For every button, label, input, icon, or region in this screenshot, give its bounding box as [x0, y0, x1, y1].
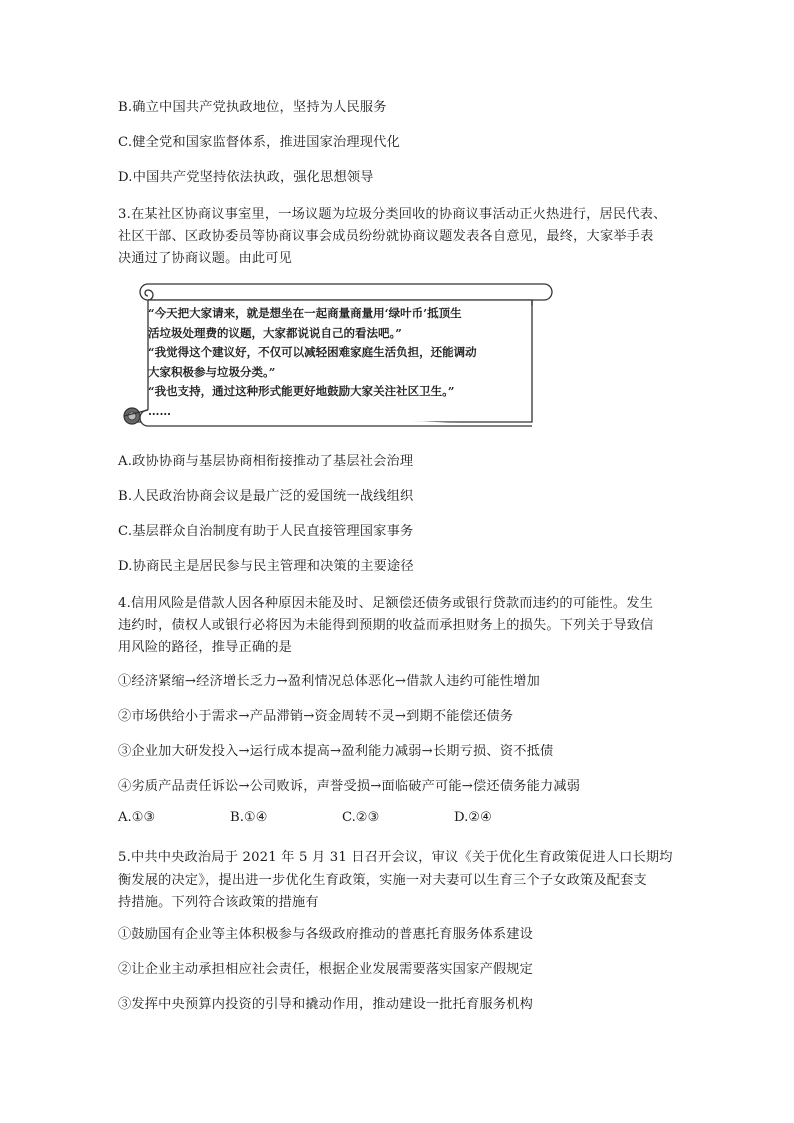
- q5-item-1: ①鼓励国有企业等主体积极参与各级政府推动的普惠托育服务体系建设: [118, 927, 534, 942]
- q5-item-2: ②让企业主动承担相应社会责任，根据企业发展需要落实国家产假规定: [118, 962, 534, 977]
- q4-stem-line-1: 4.信用风险是借款人因各种原因未能及时、足额偿还债务或银行贷款而违约的可能性。发生: [118, 596, 654, 611]
- q4-item-2: ②市场供给小于需求→产品滞销→资金周转不灵→到期不能偿还债务: [118, 709, 514, 724]
- q5-item-3: ③发挥中央预算内投资的引导和撬动作用，推动建设一批托育服务机构: [118, 997, 534, 1012]
- q4-option-a: A.①③: [118, 810, 156, 825]
- scroll-line: 活垃圾处理费的议题，大家都说说自己的看法吧。”: [148, 325, 402, 340]
- q4-stem-line-2: 违约时，债权人或银行必将因为未能得到预期的收益而承担财务上的损失。下列关于导致信: [118, 618, 654, 633]
- q2-option-b: B.确立中国共产党执政地位，坚持为人民服务: [118, 100, 387, 115]
- q3-stem-line-1: 3.在某社区协商议事室里，一场议题为垃圾分类回收的协商议事活动正火热进行，居民代表、: [118, 207, 667, 222]
- scroll-quotes: [148, 304, 548, 421]
- scroll-line: “今天把大家请来，就是想坐在一起商量商量用‘绿叶币’抵顶生: [148, 306, 462, 320]
- q3-stem-line-3: 决通过了协商议题。由此可见: [118, 251, 293, 266]
- q2-option-d: D.中国共产党坚持依法执政，强化思想领导: [118, 170, 374, 185]
- q4-item-3: ③企业加大研发投入→运行成本提高→盈利能力减弱→长期亏损、资不抵债: [118, 744, 554, 759]
- q4-option-b: B.①④: [230, 810, 268, 825]
- q3-option-a: A.政协协商与基层协商相衔接推动了基层社会治理: [118, 454, 414, 469]
- q4-option-c: C.②③: [342, 810, 380, 825]
- q3-option-d: D.协商民主是居民参与民主管理和决策的主要途径: [118, 559, 414, 574]
- quote-scroll: [118, 282, 554, 427]
- q3-option-b: B.人民政治协商会议是最广泛的爱国统一战线组织: [118, 489, 414, 504]
- q5-stem-line-3: 持措施。下列符合该政策的措施有: [118, 895, 319, 910]
- q4-stem-line-3: 用风险的路径，推导正确的是: [118, 640, 293, 655]
- q5-stem-line-1: 5.中共中央政治局于 2021 年 5 月 31 日召开会议，审议《关于优化生育政策促进人口长期均: [118, 850, 673, 865]
- q4-item-4: ④劣质产品责任诉讼→公司败诉，声誉受损→面临破产可能→偿还债务能力减弱: [118, 779, 581, 794]
- q4-item-1: ①经济紧缩→经济增长乏力→盈利情况总体恶化→借款人违约可能性增加: [118, 674, 540, 689]
- q4-option-d: D.②④: [454, 810, 492, 825]
- q3-option-c: C.基层群众自治制度有助于人民直接管理国家事务: [118, 524, 414, 539]
- scroll-line: 大家积极参与垃圾分类。”: [148, 364, 276, 379]
- scroll-line: ……: [148, 403, 171, 418]
- q3-stem-line-2: 社区干部、区政协委员等协商议事会成员纷纷就协商议题发表各自意见，最终，大家举手表: [118, 229, 654, 244]
- scroll-line: “我也支持，通过这种形式能更好地鼓励大家关注社区卫生。”: [148, 384, 455, 398]
- q5-stem-line-2: 衡发展的决定》，提出进一步优化生育政策，实施一对夫妻可以生育三个子女政策及配套支: [118, 873, 647, 888]
- scroll-line: “我觉得这个建议好，不仅可以减轻困难家庭生活负担，还能调动: [148, 345, 477, 359]
- q2-option-c: C.健全党和国家监督体系，推进国家治理现代化: [118, 135, 400, 150]
